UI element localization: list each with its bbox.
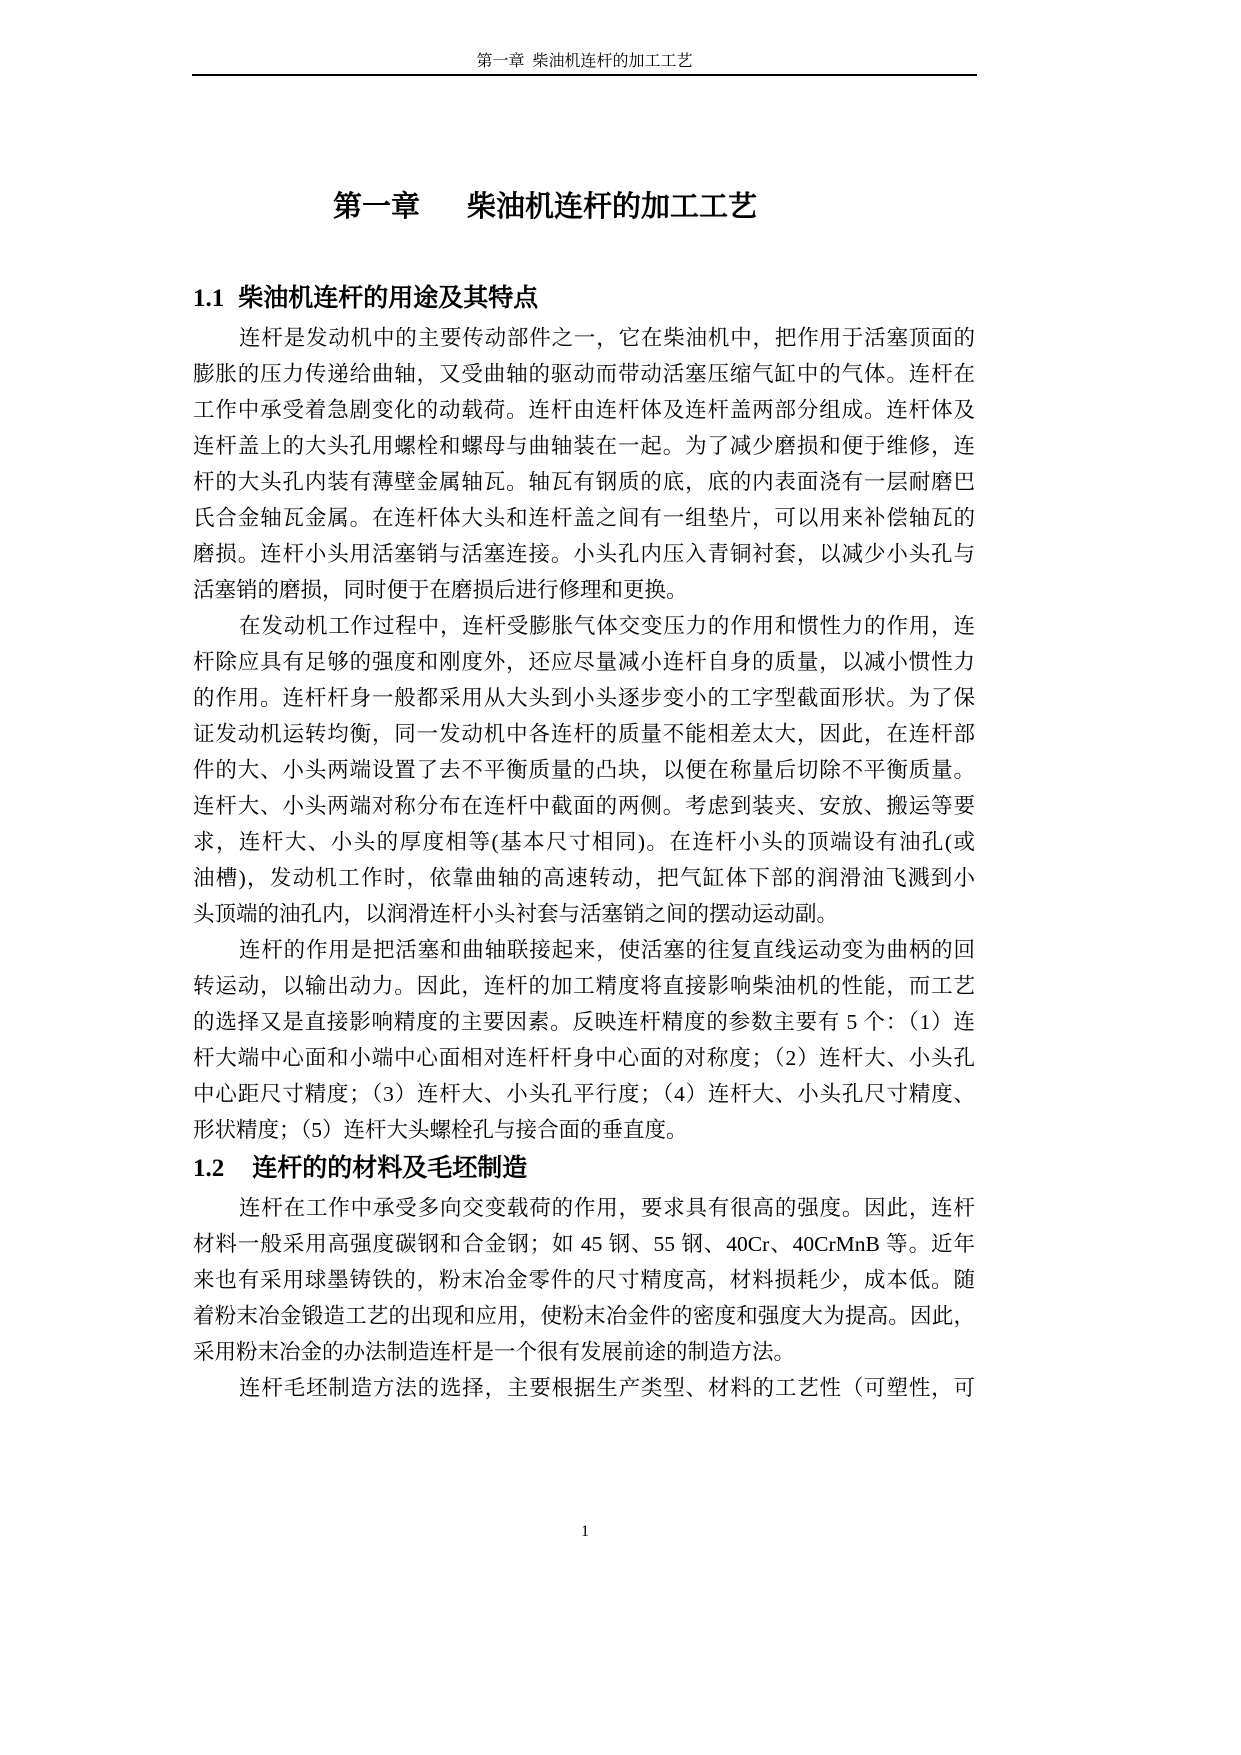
paragraph: [193, 1370, 975, 1406]
body-line: 连杆是发动机中的主要传动部件之一，它在柴油机中，把作用于活塞顶面的: [239, 326, 975, 350]
body-line: 连杆毛坯制造方法的选择，主要根据生产类型、材料的工艺性（可塑性，可: [239, 1376, 975, 1400]
body-line: 杆除应具有足够的强度和刚度外，还应尽量减小连杆自身的质量，以减小惯性力: [193, 650, 975, 674]
body-line: 在发动机工作过程中，连杆受膨胀气体交变压力的作用和惯性力的作用，连: [239, 614, 975, 638]
body-line: 磨损。连杆小头用活塞销与活塞连接。小头孔内压入青铜衬套，以减少小头孔与: [193, 542, 975, 566]
section-number: 1.2: [193, 1155, 225, 1182]
header-rule: [192, 74, 977, 76]
running-header: 第一章 柴油机连杆的加工工艺: [476, 53, 693, 70]
body-line: 形状精度；（5）连杆大头螺栓孔与接合面的垂直度。: [193, 1118, 688, 1142]
body-line: 氏合金轴瓦金属。在连杆体大头和连杆盖之间有一组垫片，可以用来补偿轴瓦的: [193, 506, 975, 530]
body-line: 工作中承受着急剧变化的动载荷。连杆由连杆体及连杆盖两部分组成。连杆体及: [193, 398, 975, 422]
chapter-name: 柴油机连杆的加工工艺: [467, 191, 758, 223]
paragraph: [193, 932, 975, 1148]
body-line: 头顶端的油孔内，以润滑连杆小头衬套与活塞销之间的摆动运动副。: [193, 902, 839, 926]
section-title: 连杆的的材料及毛坯制造: [252, 1155, 528, 1182]
chapter-number: 第一章: [333, 191, 421, 223]
body-line: 材料一般采用高强度碳钢和合金钢；如 45 钢、55 钢、40Cr、40CrMnB 等。近年: [193, 1232, 975, 1256]
body-line: 杆大端中心面和小端中心面相对连杆杆身中心面的对称度；（2）连杆大、小头孔: [193, 1046, 975, 1070]
body-line: 转运动，以输出动力。因此，连杆的加工精度将直接影响柴油机的性能，而工艺: [193, 974, 975, 998]
body-line: 证发动机运转均衡，同一发动机中各连杆的质量不能相差太大，因此，在连杆部: [193, 722, 975, 746]
body-line: 连杆大、小头两端对称分布在连杆中截面的两侧。考虑到装夹、安放、搬运等要: [193, 794, 975, 818]
document-body: [193, 278, 975, 1406]
body-line: 的作用。连杆杆身一般都采用从大头到小头逐步变小的工字型截面形状。为了保: [193, 686, 975, 710]
section-heading: [193, 1148, 975, 1190]
body-line: 着粉末冶金锻造工艺的出现和应用，使粉末冶金件的密度和强度大为提高。因此，: [193, 1304, 975, 1328]
body-line: 来也有采用球墨铸铁的，粉末冶金零件的尺寸精度高，材料损耗少，成本低。随: [193, 1268, 975, 1292]
chapter-title: [333, 187, 757, 227]
body-line: 的选择又是直接影响精度的主要因素。反映连杆精度的参数主要有 5 个：（1）连: [193, 1010, 975, 1034]
paragraph: [193, 320, 975, 608]
body-line: 连杆盖上的大头孔用螺栓和螺母与曲轴装在一起。为了减少磨损和便于维修，连: [193, 434, 975, 458]
body-line: 油槽)，发动机工作时，依靠曲轴的高速转动，把气缸体下部的润滑油飞溅到小: [193, 866, 975, 890]
body-line: 采用粉末冶金的办法制造连杆是一个很有发展前途的制造方法。: [193, 1340, 796, 1364]
body-line: 连杆的作用是把活塞和曲轴联接起来，使活塞的往复直线运动变为曲柄的回: [239, 938, 975, 962]
body-line: 杆的大头孔内装有薄壁金属轴瓦。轴瓦有钢质的底，底的内表面浇有一层耐磨巴: [193, 470, 975, 494]
page-number: 1: [581, 1523, 589, 1540]
section-number: 1.1: [193, 285, 225, 312]
paragraph: [193, 1190, 975, 1370]
section-title: 柴油机连杆的用途及其特点: [238, 285, 539, 312]
body-line: 中心距尺寸精度；（3）连杆大、小头孔平行度；（4）连杆大、小头孔尺寸精度、: [193, 1082, 975, 1106]
body-line: 膨胀的压力传递给曲轴，又受曲轴的驱动而带动活塞压缩气缸中的气体。连杆在: [193, 362, 975, 386]
body-line: 连杆在工作中承受多向交变载荷的作用，要求具有很高的强度。因此，连杆: [239, 1196, 975, 1220]
body-line: 求，连杆大、小头的厚度相等(基本尺寸相同)。在连杆小头的顶端设有油孔(或: [193, 830, 975, 854]
section-heading: [193, 278, 975, 320]
body-line: 件的大、小头两端设置了去不平衡质量的凸块，以便在称量后切除不平衡质量。: [193, 758, 975, 782]
body-line: 活塞销的磨损，同时便于在磨损后进行修理和更换。: [193, 578, 688, 602]
paragraph: [193, 608, 975, 932]
